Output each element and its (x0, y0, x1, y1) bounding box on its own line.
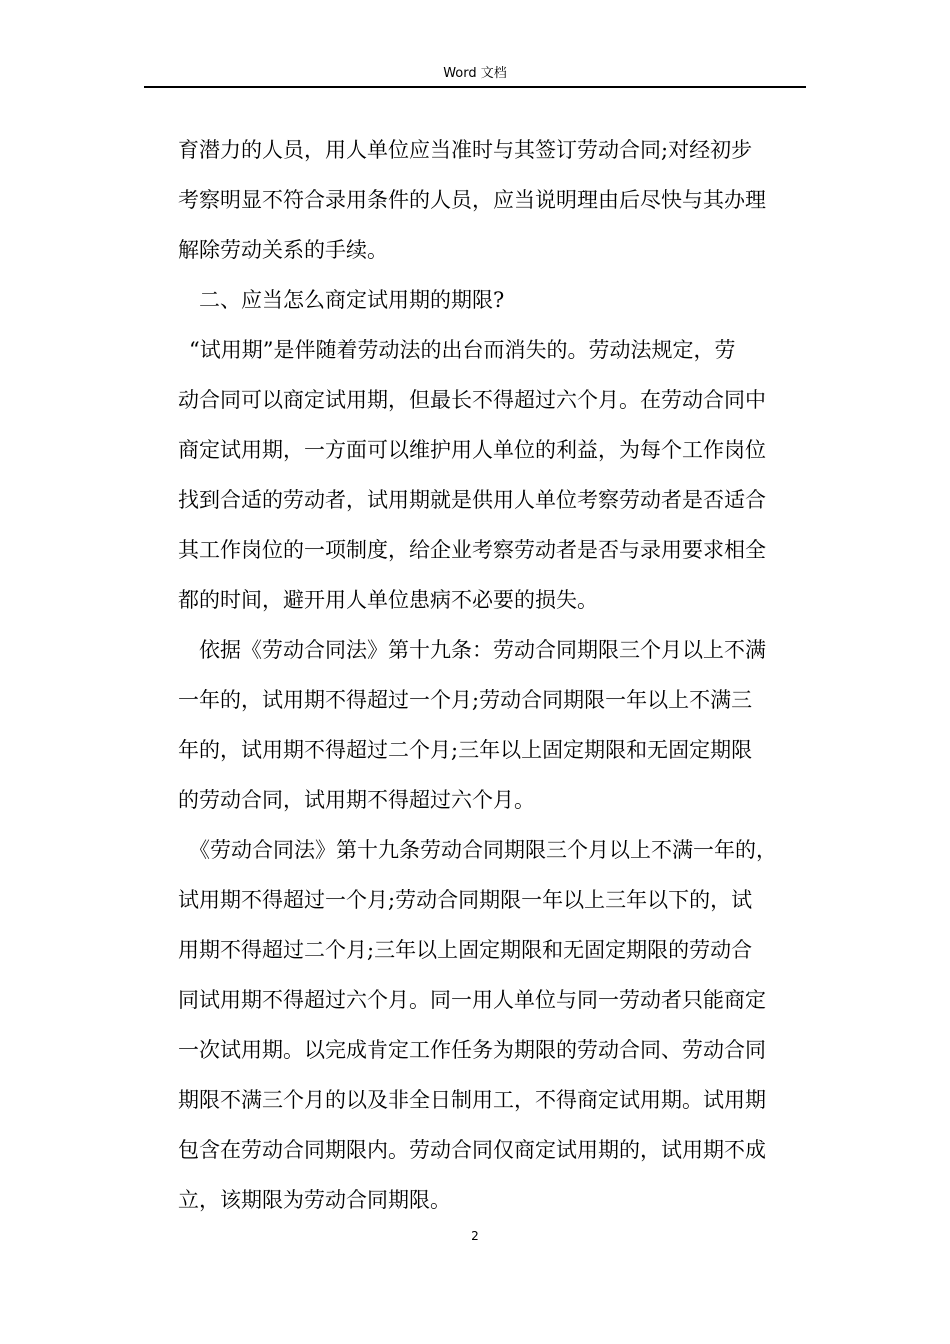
header-rule (144, 86, 806, 88)
body-line: 动合同可以商定试用期，但最长不得超过六个月。在劳动合同中 (178, 388, 766, 412)
body-line: 一年的，试用期不得超过一个月;劳动合同期限一年以上不满三 (178, 688, 753, 712)
body-line: 其工作岗位的一项制度，给企业考察劳动者是否与录用要求相全 (178, 538, 766, 562)
body-line: 找到合适的劳动者，试用期就是供用人单位考察劳动者是否适合 (178, 488, 766, 512)
body-line: 用期不得超过二个月;三年以上固定期限和无固定期限的劳动合 (178, 938, 753, 962)
body-line: 育潜力的人员，用人单位应当准时与其签订劳动合同;对经初步 (178, 138, 753, 162)
body-line: 都的时间，避开用人单位患病不必要的损失。 (178, 588, 598, 612)
body-line: 商定试用期，一方面可以维护用人单位的利益，为每个工作岗位 (178, 438, 766, 462)
body-line: 年的，试用期不得超过二个月;三年以上固定期限和无固定期限 (178, 738, 753, 762)
body-line: “试用期”是伴随着劳动法的出台而消失的。劳动法规定，劳 (189, 338, 736, 362)
section-heading: 二、应当怎么商定试用期的期限? (199, 288, 505, 312)
body-line: 立，该期限为劳动合同期限。 (178, 1188, 451, 1212)
body-line: 包含在劳动合同期限内。劳动合同仅商定试用期的，试用期不成 (178, 1138, 766, 1162)
body-line: 《劳动合同法》第十九条劳动合同期限三个月以上不满一年的， (189, 838, 777, 862)
page-number: 2 (471, 1229, 479, 1243)
body-line: 的劳动合同，试用期不得超过六个月。 (178, 788, 535, 812)
body-line: 考察明显不符合录用条件的人员，应当说明理由后尽快与其办理 (178, 188, 766, 212)
page-header: Word 文档 (443, 66, 507, 81)
body-line: 依据《劳动合同法》第十九条：劳动合同期限三个月以上不满 (199, 638, 766, 662)
body-line: 同试用期不得超过六个月。同一用人单位与同一劳动者只能商定 (178, 988, 766, 1012)
body-line: 解除劳动关系的手续。 (178, 238, 388, 262)
body-line: 期限不满三个月的以及非全日制用工，不得商定试用期。试用期 (178, 1088, 766, 1112)
body-line: 试用期不得超过一个月;劳动合同期限一年以上三年以下的，试 (178, 888, 753, 912)
body-line: 一次试用期。以完成肯定工作任务为期限的劳动合同、劳动合同 (178, 1038, 766, 1062)
